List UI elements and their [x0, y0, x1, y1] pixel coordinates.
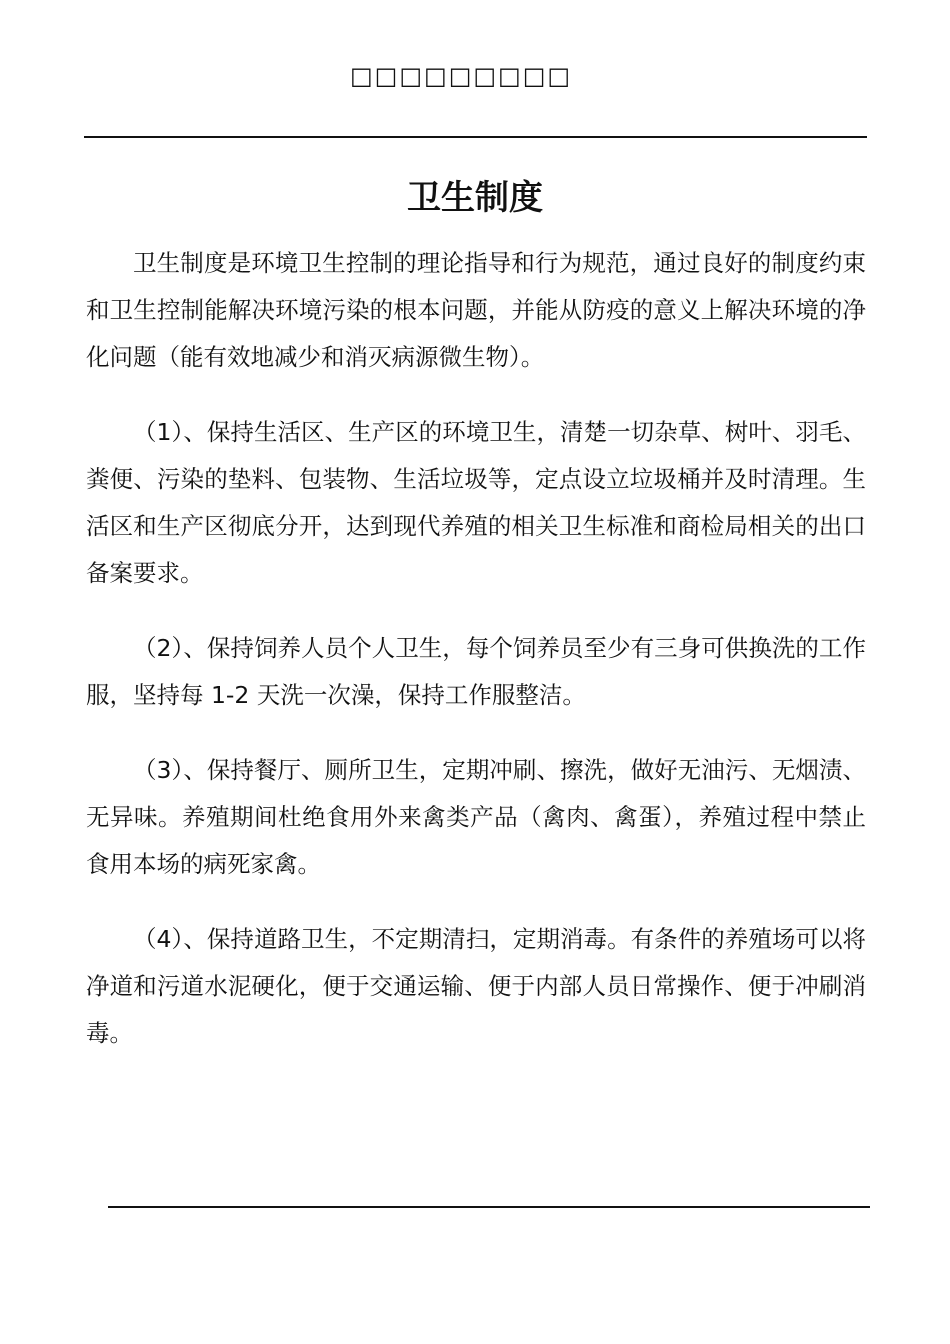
paragraph-item-4: （4）、保持道路卫生，不定期清扫，定期消毒。有条件的养殖场可以将净道和污道水泥硬化，便于交通运输、便于内部人员日常操作、便于冲刷消毒。 — [86, 925, 866, 1047]
paragraph-item-2: （2）、保持饲养人员个人卫生，每个饲养员至少有三身可供换洗的工作服，坚持每 1-2 天洗一次澡，保持工作服整洁。 — [86, 634, 866, 709]
document-title: 卫生制度 — [407, 177, 543, 218]
header-divider — [84, 136, 867, 138]
paragraph-item-1: （1）、保持生活区、生产区的环境卫生，清楚一切杂草、树叶、羽毛、粪便、污染的垫料、包装物、生活垃圾等，定点设立垃圾桶并及时清理。生活区和生产区彻底分开，达到现代养殖的相关卫生标准和商检局相关的出口备案要求。 — [86, 418, 866, 587]
document-body — [86, 240, 866, 1085]
paragraph-intro: 卫生制度是环境卫生控制的理论指导和行为规范，通过良好的制度约束和卫生控制能解决环境污染的根本问题，并能从防疫的意义上解决环境的净化问题（能有效地减少和消灭病源微生物）。 — [86, 249, 866, 371]
paragraph-item-3: （3）、保持餐厅、厕所卫生，定期冲刷、擦洗，做好无油污、无烟渍、无异味。养殖期间杜绝食用外来禽类产品（禽肉、禽蛋），养殖过程中禁止食用本场的病死家禽。 — [86, 756, 866, 878]
page-header-text: □□□□□□□□□ — [350, 62, 573, 90]
footer-divider — [108, 1206, 870, 1208]
